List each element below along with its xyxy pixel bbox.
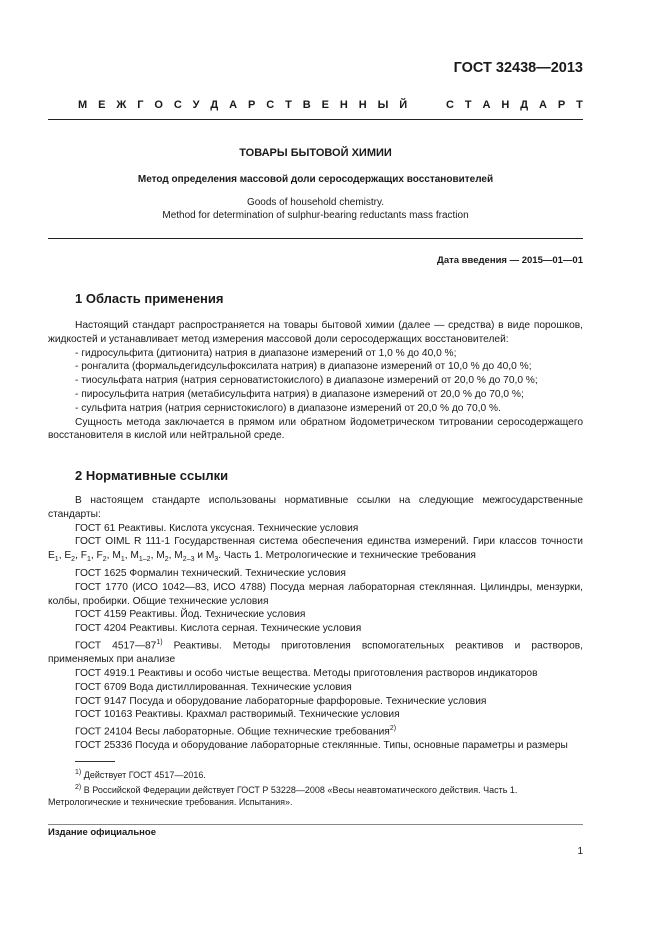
header-rule — [48, 119, 583, 120]
footnote-text: Действует ГОСТ 4517—2016. — [81, 770, 206, 780]
reference-item — [48, 722, 583, 739]
banner-letter: Н — [358, 99, 367, 111]
banner-letter: С — [173, 99, 182, 111]
footnotes — [48, 767, 583, 809]
title-rule — [48, 238, 583, 239]
banner-letter: Ж — [116, 99, 127, 111]
banner-gap — [432, 99, 435, 111]
section-1-method-paragraph: Сущность метода заключается в прямом или обратном йодометрическом титровании серосодержащего восстановителя в кислой или нейтральной среде. — [48, 416, 583, 442]
reference-item: ГОСТ 6709 Вода дистиллированная. Технические условия — [75, 681, 352, 693]
banner-letter: Р — [557, 99, 566, 111]
banner-letter: Е — [321, 99, 329, 111]
banner-letter: Н — [501, 99, 510, 111]
banner-letter: Е — [98, 99, 106, 111]
reference-item: ГОСТ 4204 Реактивы. Кислота серная. Технические условия — [75, 623, 362, 635]
section-2-heading: 2 Нормативные ссылки — [75, 468, 229, 483]
banner-letter: В — [302, 99, 311, 111]
reference-item: ГОСТ 25336 Посуда и оборудование лабораторные стеклянные. Типы, основные параметры и размеры — [75, 740, 568, 752]
list-item: - сульфита натрия (натрия сернистокислого) в диапазоне измерений от 20,0 % до 70,0 %. — [75, 402, 501, 414]
reference-text: ГОСТ 24104 Весы лабораторные. Общие технические требования — [75, 726, 390, 738]
list-item: - гидросульфита (дитионита) натрия в диапазоне измерений от 1,0 % до 40,0 %; — [75, 347, 457, 359]
page-number: 1 — [577, 846, 583, 857]
document-subtitle: Метод определения массовой доли серосодержащих восстановителей — [137, 174, 494, 185]
banner-letter: Д — [520, 99, 529, 111]
banner-letter: А — [539, 99, 547, 111]
footnote-ref[interactable]: 2) — [389, 725, 397, 733]
list-item: - ронгалита (формальдегидсульфоксилата натрия) в диапазоне измерений от 10,0 % до 40,0 %; — [75, 361, 532, 373]
reference-item: ГОСТ 1770 (ИСО 1042—83, ИСО 4788) Посуда мерная лабораторная стеклянная. Цилиндры, мензурки, колбы, пробирки. Общие технические условия — [48, 581, 583, 607]
english-title — [48, 196, 583, 222]
official-edition-label: Издание официальное — [48, 827, 156, 838]
reference-item: ГОСТ 1625 Формалин технический. Технические условия — [75, 568, 346, 580]
banner-letter: М — [78, 99, 88, 111]
list-item: - пиросульфита натрия (метабисульфита натрия) в диапазоне измерений от 20,0 % до 70,0 %; — [75, 388, 524, 400]
english-title-line2: Method for determination of sulphur-bearing reductants mass fraction — [162, 210, 469, 221]
footnote-ref[interactable]: 1) — [156, 639, 163, 646]
banner-letter: Т — [285, 99, 292, 111]
reference-item: ГОСТ OIML R 111-1 Государственная система обеспечения единства измерений. Гири классов точности $E_1$, $E_2$, $F_1$, $F_2$, $M_1$, $M_{1-2}$, $M_2$, $M_{2-3}$ и $M_3$. Часть 1. Метрологические и технические требования — [48, 536, 583, 564]
reference-item: ГОСТ 10163 Реактивы. Крахмал растворимый. Технические условия — [75, 709, 400, 721]
reference-item: ГОСТ 4159 Реактивы. Йод. Технические условия — [75, 609, 306, 621]
banner-gap — [418, 99, 421, 111]
interstate-standard-banner — [78, 99, 583, 111]
banner-letter: С — [446, 99, 454, 111]
footer-rule — [48, 824, 583, 825]
reference-text: . Часть 1. Метрологические и технические требования — [218, 550, 476, 562]
banner-letter: С — [266, 99, 275, 111]
footnote-text: В Российской Федерации действует ГОСТ Р 53228—2008 «Весы неавтоматического действия. Часть 1. Метрологические и технические требования. Испытания». — [48, 784, 518, 807]
banner-letter: Т — [464, 99, 472, 111]
reference-item: ГОСТ 4919.1 Реактивы и особо чистые вещества. Методы приготовления растворов индикаторов — [75, 667, 538, 679]
reference-text: и M — [194, 550, 215, 562]
banner-letter: Р — [248, 99, 256, 111]
banner-letter: У — [192, 99, 200, 111]
footnote-mark: 1) — [75, 769, 82, 776]
section-1-body — [48, 319, 583, 443]
section-2-body — [48, 494, 583, 753]
banner-letter: А — [482, 99, 491, 111]
reference-code: ГОСТ 4517—87 — [75, 640, 157, 652]
reference-text: Реактивы. Методы приготовления вспомогательных реактивов и растворов, применяемых при анализе — [48, 640, 583, 666]
banner-letter: Й — [399, 99, 408, 111]
list-item: - тиосульфата натрия (натрия серноватистокислого) в диапазоне измерений от 20,0 % до 70,0 %; — [75, 375, 538, 387]
banner-letter: А — [229, 99, 238, 111]
banner-letter: Ы — [377, 99, 389, 111]
banner-letter: Н — [339, 99, 348, 111]
reference-item — [48, 636, 583, 667]
footnote-2 — [48, 782, 583, 809]
document-title: ТОВАРЫ БЫТОВОЙ ХИМИИ — [239, 147, 392, 159]
section-2-paragraph: В настоящем стандарте использованы нормативные ссылки на следующие межгосударственные стандарты: — [48, 495, 583, 520]
english-title-line1: Goods of household chemistry. — [246, 197, 385, 208]
section-1-heading: 1 Область применения — [75, 291, 224, 306]
banner-letter: Д — [210, 99, 219, 111]
footnote-1 — [48, 767, 583, 782]
footnote-mark: 2) — [75, 783, 82, 791]
section-1-paragraph: Настоящий стандарт распространяется на товары бытовой химии (далее — средства) в виде порошков, жидкостей и устанавливает метод измерения массовой доли серосодержащих восстановителей: — [48, 320, 583, 345]
standard-code: ГОСТ 32438—2013 — [453, 60, 583, 76]
introduction-date: Дата введения — 2015—01—01 — [437, 255, 583, 266]
footnote-rule — [75, 761, 115, 762]
reference-item: ГОСТ 9147 Посуда и оборудование лабораторные фарфоровые. Технические условия — [75, 695, 487, 707]
banner-letter: О — [154, 99, 163, 111]
banner-letter: Т — [576, 99, 583, 111]
banner-letter: Г — [137, 99, 144, 111]
reference-text: ГОСТ OIML R 111-1 Государственная система обеспечения единства измерений. Гири классов точности E — [48, 536, 583, 562]
reference-item: ГОСТ 61 Реактивы. Кислота уксусная. Технические условия — [75, 522, 359, 534]
